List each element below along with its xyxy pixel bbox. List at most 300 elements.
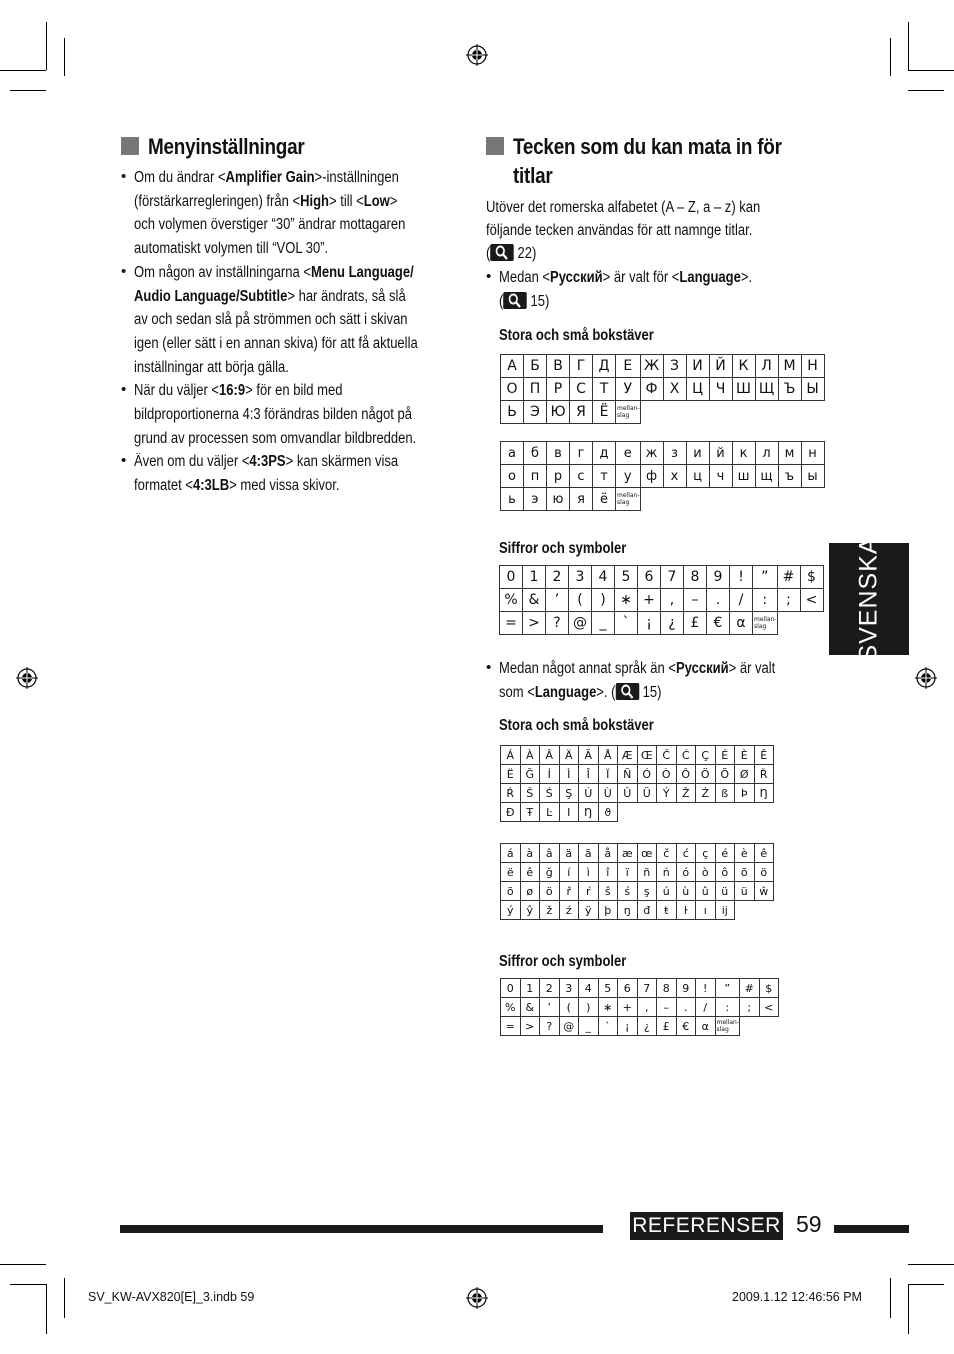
char-cell: ü: [715, 882, 735, 901]
table-row: [500, 589, 824, 612]
char-cell: ¡: [618, 1017, 638, 1036]
char-cell: Ž: [676, 784, 696, 803]
text-run: av och sedan slå på strömmen och sätt i skivan: [134, 311, 408, 329]
bullet1-language: Language: [679, 269, 741, 286]
footer-rule-left: [120, 1225, 603, 1233]
crop-mark: [908, 90, 944, 91]
char-cell: 6: [638, 566, 661, 589]
subheading-letters-2: Stora och små bokstäver: [499, 717, 654, 734]
registration-mark-icon: [915, 667, 937, 689]
char-cell: 7: [637, 979, 657, 998]
latin-uppercase-table: [500, 745, 774, 822]
text-run: automatiskt volymen till “VOL 30”.: [134, 240, 329, 258]
space-cell: mellan- slag: [616, 488, 641, 511]
char-cell: Ú: [579, 784, 599, 803]
char-cell: ): [579, 998, 599, 1017]
char-cell: Â: [540, 746, 560, 765]
char-cell: Ü: [637, 784, 657, 803]
char-cell: î: [598, 863, 618, 882]
char-cell: н: [801, 442, 824, 465]
char-cell: Ř: [754, 765, 774, 784]
char-cell: А: [501, 355, 524, 378]
space-cell: mellan- slag: [753, 612, 778, 635]
crop-mark: [64, 38, 65, 76]
char-cell: ): [592, 589, 615, 612]
crop-mark: [908, 70, 954, 71]
intro-ref: ( 22): [486, 245, 537, 262]
char-cell: Đ: [501, 803, 521, 822]
char-cell: +: [618, 998, 638, 1017]
char-cell: ю: [547, 488, 570, 511]
bullet2-ref-page: 15): [642, 684, 662, 701]
char-cell: Ъ: [778, 378, 801, 401]
space-cell: mellan- slag: [616, 401, 641, 424]
char-cell: С: [570, 378, 593, 401]
crop-mark: [890, 1278, 891, 1318]
char-cell: Ц: [686, 378, 709, 401]
char-cell: ź: [559, 901, 579, 920]
char-cell: Î: [579, 765, 599, 784]
char-cell: ä: [559, 844, 579, 863]
intro-line2: följande tecken användas för att namnge titlar.: [486, 222, 753, 239]
char-cell: Г: [570, 355, 593, 378]
language-side-tab: [829, 536, 909, 662]
page-number: 59: [796, 1211, 822, 1237]
char-cell: ó: [676, 863, 696, 882]
char-cell: Ğ: [520, 765, 540, 784]
char-cell: !: [730, 566, 753, 589]
char-cell: –: [657, 998, 677, 1017]
char-cell: 2: [540, 979, 560, 998]
char-cell: щ: [755, 465, 778, 488]
char-cell: И: [686, 355, 709, 378]
char-cell: û: [696, 882, 716, 901]
setting-name: 16:9: [219, 382, 246, 400]
char-cell: @: [559, 1017, 579, 1036]
char-cell: =: [500, 612, 523, 635]
char-cell: ц: [686, 465, 709, 488]
reference-magnifier-icon: [490, 244, 514, 261]
table-row: [501, 765, 774, 784]
char-cell: 9: [707, 566, 730, 589]
char-cell: Æ: [618, 746, 638, 765]
char-cell: ,: [661, 589, 684, 612]
char-cell: #: [740, 979, 760, 998]
char-cell: í: [559, 863, 579, 882]
char-cell: 3: [559, 979, 579, 998]
char-cell: Ŀ: [540, 803, 560, 822]
char-cell: ö: [540, 882, 560, 901]
table-row: [501, 863, 774, 882]
char-cell: ò: [696, 863, 716, 882]
text-run: Även om du väljer <: [134, 453, 250, 471]
cyrillic-lowercase-table: [500, 441, 825, 511]
char-cell: л: [755, 442, 778, 465]
char-cell: Ş: [559, 784, 579, 803]
reference-magnifier-icon: [615, 683, 639, 700]
char-cell: È: [735, 746, 755, 765]
char-cell: ê: [754, 844, 774, 863]
char-cell: ı: [696, 901, 716, 920]
char-cell: /: [696, 998, 716, 1017]
bullet2-line2-post: >. (: [596, 684, 616, 701]
char-cell: >: [523, 612, 546, 635]
char-cell: 1: [523, 566, 546, 589]
char-cell: þ: [598, 901, 618, 920]
setting-name: Audio Language/Subtitle: [134, 287, 288, 305]
char-cell: ¿: [637, 1017, 657, 1036]
table-row: [501, 401, 825, 424]
char-cell: т: [593, 465, 616, 488]
crop-mark: [46, 1284, 47, 1334]
char-cell: ô: [715, 863, 735, 882]
char-cell: 6: [618, 979, 638, 998]
char-cell: ё: [593, 488, 616, 511]
char-cell: Õ: [715, 765, 735, 784]
bullet1-mid: > är valt för <: [602, 269, 680, 286]
bullet-dot: •: [486, 268, 492, 285]
char-cell: ń: [657, 863, 677, 882]
char-cell: +: [638, 589, 661, 612]
char-cell: М: [778, 355, 801, 378]
char-cell: у: [616, 465, 641, 488]
setting-name: 4:3PS: [249, 453, 286, 471]
left-bullet-3-line: [134, 379, 342, 403]
char-cell: :: [715, 998, 740, 1017]
char-cell: З: [663, 355, 686, 378]
char-cell: .: [707, 589, 730, 612]
char-cell: 0: [501, 979, 521, 998]
text-run: (förstärkarregleringen) från <: [134, 192, 301, 210]
footer-date: 2009.1.12 12:46:56 PM: [732, 1290, 862, 1304]
char-cell: Ý: [657, 784, 677, 803]
char-cell: .: [676, 998, 696, 1017]
char-cell: 2: [546, 566, 569, 589]
char-cell: Č: [657, 746, 677, 765]
char-cell: 9: [676, 979, 696, 998]
char-cell: Ŋ: [754, 784, 774, 803]
char-cell: õ: [735, 863, 755, 882]
char-cell: ć: [676, 844, 696, 863]
char-cell: Ä: [559, 746, 579, 765]
char-cell: ŕ: [579, 882, 599, 901]
char-cell: ğ: [540, 863, 560, 882]
bullet1-post: >.: [740, 269, 753, 286]
left-bullet-2-line: [134, 356, 289, 380]
char-cell: Ф: [640, 378, 663, 401]
char-cell: К: [732, 355, 755, 378]
char-cell: Ŧ: [520, 803, 540, 822]
left-bullet-2-line: [134, 308, 408, 332]
char-cell: α: [696, 1017, 716, 1036]
char-cell: О: [501, 378, 524, 401]
bullet-dot: •: [486, 659, 492, 676]
cyrillic-uppercase-table: [500, 354, 825, 424]
char-cell: ?: [540, 1017, 560, 1036]
char-cell: ¡: [638, 612, 661, 635]
left-bullet-2-line: [134, 261, 414, 285]
crop-mark: [908, 1284, 909, 1334]
char-cell: Д: [593, 355, 616, 378]
left-heading: Menyinställningar: [148, 134, 305, 159]
char-cell: Т: [593, 378, 616, 401]
char-cell: В: [547, 355, 570, 378]
char-cell: Ч: [709, 378, 732, 401]
table-row: [501, 378, 825, 401]
char-cell: ý: [501, 901, 521, 920]
intro-ref-page: 22): [517, 245, 537, 262]
bullet1-pre: Medan <: [499, 269, 551, 286]
text-run: igen (eller sätt i en annan skiva) för att få aktuella: [134, 334, 418, 352]
registration-mark-icon: [466, 44, 488, 66]
char-cell: _: [579, 1017, 599, 1036]
section-label: REFERENSER: [630, 1212, 783, 1240]
char-cell: ’: [546, 589, 569, 612]
char-cell: Ø: [735, 765, 755, 784]
char-cell: 5: [615, 566, 638, 589]
char-cell: Ы: [801, 378, 824, 401]
char-cell: ã: [579, 844, 599, 863]
setting-name: Amplifier Gain: [225, 169, 315, 186]
char-cell: 8: [657, 979, 677, 998]
char-cell: À: [520, 746, 540, 765]
bullet-dot: •: [121, 168, 127, 185]
char-cell: Ю: [547, 401, 570, 424]
crop-mark: [10, 1284, 46, 1285]
char-cell: ß: [715, 784, 735, 803]
symbols-table-other: [500, 978, 779, 1036]
char-cell: ь: [501, 488, 524, 511]
table-row: [501, 998, 779, 1017]
char-cell: Щ: [755, 378, 778, 401]
char-cell: _: [592, 612, 615, 635]
bullet2-language: Language: [534, 684, 597, 701]
char-cell: Ź: [696, 784, 716, 803]
table-row: [501, 1017, 779, 1036]
text-run: > har ändrats, så slå: [287, 287, 406, 305]
char-cell: ř: [559, 882, 579, 901]
char-cell: å: [598, 844, 618, 863]
char-cell: Ò: [657, 765, 677, 784]
char-cell: е: [616, 442, 641, 465]
char-cell: è: [735, 844, 755, 863]
char-cell: `: [615, 612, 638, 635]
text-run: >-inställningen: [314, 169, 399, 186]
char-cell: α: [730, 612, 753, 635]
char-cell: 4: [592, 566, 615, 589]
bullet2-russian: Русский: [675, 660, 729, 677]
char-cell: ì: [579, 863, 599, 882]
char-cell: з: [663, 442, 686, 465]
left-bullet-2-line: [134, 285, 406, 309]
char-cell: ∗: [615, 589, 638, 612]
text-run: inställningar att börja gälla.: [134, 358, 289, 376]
char-cell: Œ: [637, 746, 657, 765]
heading-marker: [121, 137, 139, 155]
char-cell: Þ: [735, 784, 755, 803]
char-cell: Х: [663, 378, 686, 401]
char-cell: Ŋ: [579, 803, 599, 822]
char-cell: :: [753, 589, 778, 612]
char-cell: ŷ: [520, 901, 540, 920]
table-row: [501, 355, 825, 378]
char-cell: Ι: [559, 803, 579, 822]
right-heading-line1: Tecken som du kan mata in för: [513, 134, 782, 159]
text-run: och volymen överstiger “30” ändrar mottagaren: [134, 216, 406, 234]
char-cell: ö: [754, 863, 774, 882]
text-run: grund av processen som omvandlar bildbredden.: [134, 429, 417, 447]
table-row: [501, 901, 774, 920]
char-cell: Ё: [593, 401, 616, 424]
char-cell: Н: [801, 355, 824, 378]
char-cell: ś: [618, 882, 638, 901]
registration-mark-icon: [466, 1287, 488, 1309]
crop-mark: [10, 90, 46, 91]
char-cell: ž: [540, 901, 560, 920]
table-row: [500, 566, 824, 589]
text-run: > med vissa skivor.: [229, 477, 340, 495]
char-cell: `: [598, 1017, 618, 1036]
char-cell: э: [524, 488, 547, 511]
char-cell: Э: [524, 401, 547, 424]
footer-rule-right: [834, 1225, 909, 1233]
char-cell: Л: [755, 355, 778, 378]
char-cell: Ö: [696, 765, 716, 784]
table-row: [501, 803, 774, 822]
footer-file: SV_KW-AVX820[E]_3.indb 59: [88, 1290, 255, 1304]
char-cell: đ: [637, 901, 657, 920]
char-cell: £: [657, 1017, 677, 1036]
char-cell: Ш: [732, 378, 755, 401]
bullet2-line2: [499, 681, 661, 705]
intro-line1: Utöver det romerska alfabetet (A – Z, a – z) kan: [486, 199, 761, 216]
char-cell: ÿ: [579, 901, 599, 920]
left-bullet-4-line: [134, 474, 340, 498]
char-cell: ш: [732, 465, 755, 488]
char-cell: /: [730, 589, 753, 612]
setting-name: Low: [363, 192, 390, 210]
heading-marker: [486, 137, 504, 155]
char-cell: ë: [501, 863, 521, 882]
char-cell: Ó: [637, 765, 657, 784]
bullet1-ref: ( 15): [499, 293, 550, 310]
text-run: När du väljer <: [134, 382, 220, 400]
bullet2-line1-post: > är valt: [728, 660, 776, 677]
char-cell: ú: [657, 882, 677, 901]
char-cell: а: [501, 442, 524, 465]
crop-mark: [890, 38, 891, 76]
crop-mark: [908, 1284, 944, 1285]
text-run: Om någon av inställningarna <: [134, 263, 311, 281]
char-cell: <: [800, 589, 823, 612]
char-cell: к: [732, 442, 755, 465]
char-cell: ж: [640, 442, 663, 465]
char-cell: с: [570, 465, 593, 488]
char-cell: €: [676, 1017, 696, 1036]
char-cell: ?: [546, 612, 569, 635]
char-cell: Ñ: [618, 765, 638, 784]
char-cell: à: [520, 844, 540, 863]
char-cell: $: [800, 566, 823, 589]
char-cell: й: [709, 442, 732, 465]
char-cell: é: [715, 844, 735, 863]
reference-magnifier-icon: [503, 292, 527, 309]
char-cell: (: [569, 589, 592, 612]
side-tab-label: SVENSKA: [854, 536, 883, 662]
char-cell: Û: [618, 784, 638, 803]
char-cell: ы: [801, 465, 824, 488]
char-cell: ù: [676, 882, 696, 901]
char-cell: х: [663, 465, 686, 488]
char-cell: É: [715, 746, 735, 765]
table-row: [501, 844, 774, 863]
char-cell: ş: [637, 882, 657, 901]
char-cell: 5: [598, 979, 618, 998]
crop-mark: [46, 22, 47, 70]
text-run: > för en bild med: [245, 382, 343, 400]
char-cell: Ù: [598, 784, 618, 803]
crop-mark: [0, 70, 46, 71]
char-cell: Ã: [579, 746, 599, 765]
text-run: >: [389, 192, 398, 210]
char-cell: ;: [740, 998, 760, 1017]
text-run: > till <: [329, 192, 364, 210]
char-cell: ’: [540, 998, 560, 1017]
char-cell: á: [501, 844, 521, 863]
left-bullet-3-line: [134, 403, 412, 427]
text-run: > kan skärmen visa: [285, 453, 399, 471]
char-cell: #: [777, 566, 800, 589]
char-cell: Š: [520, 784, 540, 803]
bullet1-text: [499, 266, 752, 290]
char-cell: ¿: [661, 612, 684, 635]
bullet-dot: •: [121, 381, 127, 399]
char-cell: $: [759, 979, 779, 998]
char-cell: Ï: [598, 765, 618, 784]
subheading-symbols: Siffror och symboler: [499, 540, 627, 557]
char-cell: 3: [569, 566, 592, 589]
char-cell: ø: [520, 882, 540, 901]
char-cell: д: [593, 442, 616, 465]
char-cell: Í: [540, 765, 560, 784]
char-cell: я: [570, 488, 593, 511]
right-heading-line2: titlar: [513, 163, 553, 188]
left-bullet-1-line: [134, 166, 399, 190]
char-cell: 0: [500, 566, 523, 589]
space-cell: mellan- slag: [715, 1017, 740, 1036]
char-cell: @: [569, 612, 592, 635]
char-cell: >: [520, 1017, 540, 1036]
char-cell: &: [523, 589, 546, 612]
char-cell: Ë: [501, 765, 521, 784]
char-cell: 1: [520, 979, 540, 998]
left-bullet-4-line: [134, 450, 398, 474]
char-cell: !: [696, 979, 716, 998]
bullet1-russian: Русский: [550, 269, 603, 286]
char-cell: ŋ: [618, 901, 638, 920]
char-cell: %: [501, 998, 521, 1017]
char-cell: 7: [661, 566, 684, 589]
char-cell: %: [500, 589, 523, 612]
text-run: Om du ändrar <: [134, 169, 226, 186]
char-cell: Å: [598, 746, 618, 765]
char-cell: ñ: [637, 863, 657, 882]
char-cell: Ê: [754, 746, 774, 765]
char-cell: У: [616, 378, 641, 401]
char-cell: ü: [735, 882, 755, 901]
char-cell: Й: [709, 355, 732, 378]
char-cell: Б: [524, 355, 547, 378]
